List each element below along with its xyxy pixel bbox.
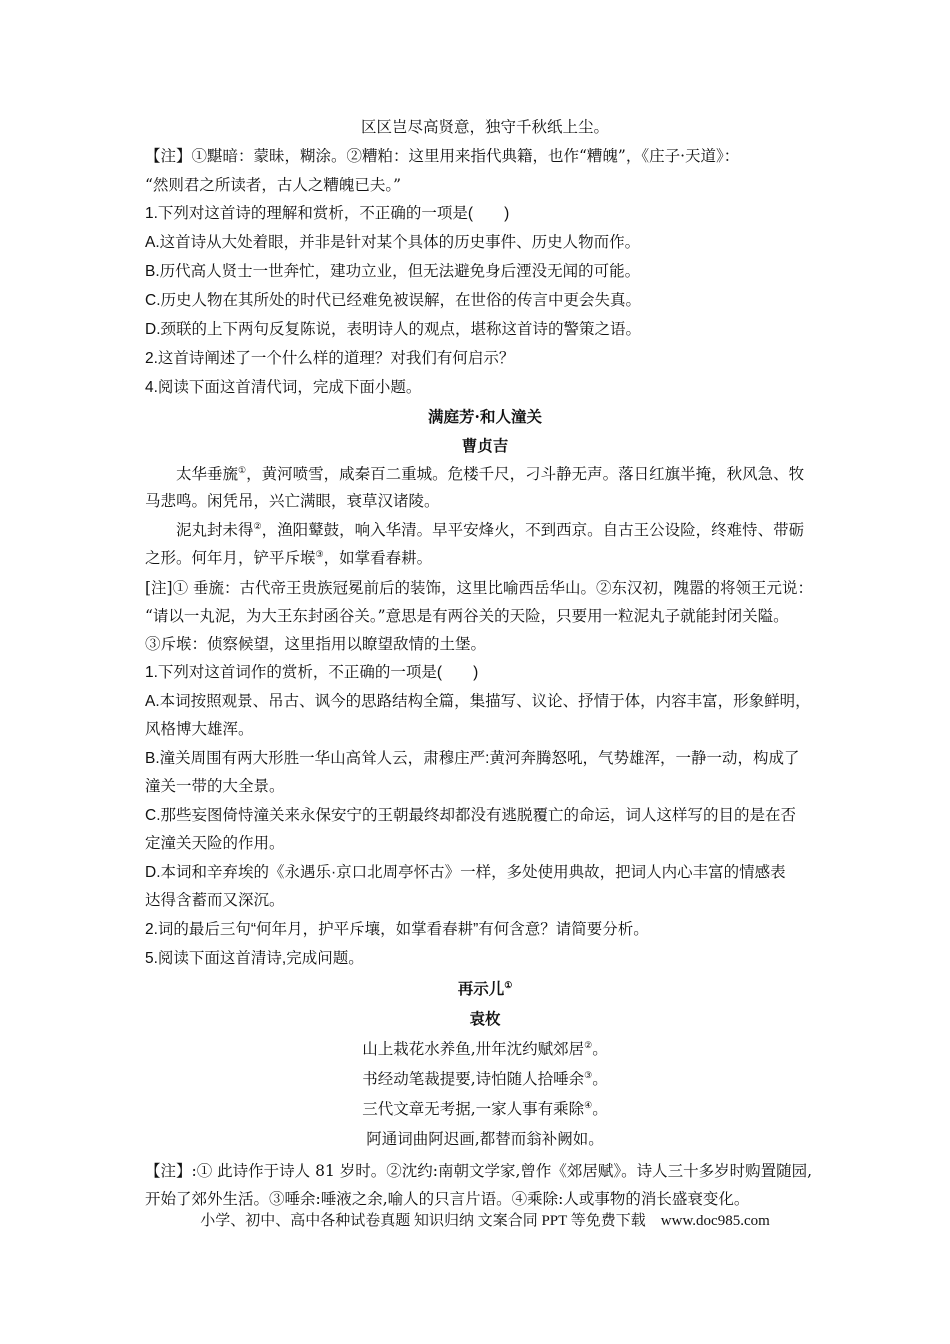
poem-line: 区区岂尽高贤意，独守千秋纸上尘。 bbox=[360, 118, 609, 136]
option-c: C.那些妄图倚恃潼关来永保安宁的王朝最终却都没有逃脱覆亡的命运，词人这样写的目的是在否 bbox=[145, 807, 797, 824]
option-b-cont: 潼关一带的大全景。 bbox=[145, 778, 285, 795]
footnote-marker: ② bbox=[584, 1041, 593, 1051]
note-line: ③斥堠：侦察候望，这里指用以瞭望敌情的土堡。 bbox=[145, 635, 487, 653]
poem-title: 满庭芳·和人潼关 bbox=[428, 407, 542, 426]
poem-line: 阿通词曲阿迟画,都替而翁补阙如。 bbox=[366, 1130, 604, 1148]
footnote-marker: ① bbox=[238, 466, 247, 476]
note-line: [注]① 垂旒：古代帝王贵族冠冕前后的装饰，这里比喻西岳华山。②东汉初，隗嚣的将领王元说： bbox=[145, 579, 814, 597]
question-1: 1.下列对这首诗的理解和赏析，不正确的一项是( ) bbox=[145, 205, 510, 222]
footnote-marker: ③ bbox=[315, 550, 324, 560]
poem-author: 曹贞吉 bbox=[461, 436, 509, 455]
question-1: 1.下列对这首词作的赏析，不正确的一项是( ) bbox=[145, 664, 479, 681]
footnote-marker: ③ bbox=[584, 1071, 593, 1081]
option-a: A.这首诗从大处着眼，并非是针对某个具体的历史事件、历史人物而作。 bbox=[145, 234, 641, 251]
poem-line: 三代文章无考据,一家人事有乘除④。 bbox=[362, 1100, 608, 1118]
option-d: D.本词和辛弃埃的《永遇乐·京口北周亭怀古》一样，多处使用典故，把词人内心丰富的情感表 bbox=[145, 864, 786, 881]
note-line: 【注】:① 此诗作于诗人 81 岁时。②沈约:南朝文学家,曾作《郊居赋》。诗人三十多岁时购置随园, bbox=[145, 1162, 813, 1180]
note-line: “请以一丸泥，为大王东封函谷关。”意思是有两谷关的天险，只要用一粒泥丸子就能封闭关隘。 bbox=[145, 607, 789, 625]
option-b: B.潼关周围有两大形胜一华山高耸人云，肃穆庄严:黄河奔腾怒吼，气势雄浑，一静一动，构成了 bbox=[145, 750, 800, 767]
note-line: 【注】①黮暗：蒙昧，糊涂。②糟粕：这里用来指代典籍，也作“糟魄”，《庄子·天道》： bbox=[145, 147, 740, 165]
poem-line: 山上栽花水养鱼,卅年沈约赋郊居②。 bbox=[362, 1040, 608, 1058]
poem-paragraph-line: 太华垂旒①，黄河喷雪，咸秦百二重城。危楼千尺，刁斗静无声。落日红旗半掩，秋风急、牧 bbox=[176, 465, 805, 483]
option-a: A.本词按照观景、吊古、讽今的思路结构全篇，集描写、议论、抒情于体，内容丰富，形象鲜明， bbox=[145, 693, 811, 710]
section-intro: 4.阅读下面这首清代词，完成下面小题。 bbox=[145, 379, 422, 396]
option-d-cont: 达得含蓄而又深沉。 bbox=[145, 892, 285, 909]
option-d: D.颈联的上下两句反复陈说，表明诗人的观点，堪称这首诗的警策之语。 bbox=[145, 321, 642, 338]
footnote-marker: ① bbox=[504, 981, 513, 991]
footnote-marker: ② bbox=[253, 522, 262, 532]
page-footer: 小学、初中、高中各种试卷真题 知识归纳 文案合同 PPT 等免费下载 www.doc985.com bbox=[200, 1213, 770, 1229]
poem-line: 书经动笔裁提要,诗怕随人拾唾余③。 bbox=[362, 1070, 608, 1088]
section-intro: 5.阅读下面这首清诗,完成问题。 bbox=[145, 950, 364, 967]
note-line: “然则君之所读者，古人之糟魄已夫。” bbox=[145, 176, 402, 194]
poem-paragraph-line: 泥丸封未得②，渔阳鼙鼓，响入华清。早平安烽火，不到西京。自古王公设险，终难恃、带砺 bbox=[176, 521, 805, 539]
poem-author: 袁枚 bbox=[469, 1009, 501, 1028]
poem-paragraph-line: 之形。何年月，铲平斥堠③，如掌看春耕。 bbox=[145, 549, 433, 567]
option-b: B.历代高人贤士一世奔忙，建功立业，但无法避免身后湮没无闻的可能。 bbox=[145, 263, 641, 280]
poem-paragraph-line: 马悲鸣。闲凭吊，兴亡满眼，衰草汉诸陵。 bbox=[145, 492, 440, 510]
footnote-marker: ④ bbox=[584, 1101, 593, 1111]
option-c: C.历史人物在其所处的时代已经难免被误解，在世俗的传言中更会失真。 bbox=[145, 292, 642, 309]
note-line: 开始了郊外生活。③唾余:唾液之余,喻人的只言片语。④乘除:人或事物的消长盛衰变化。 bbox=[145, 1190, 750, 1208]
poem-title: 再示儿① bbox=[457, 979, 513, 998]
question-2: 2.这首诗阐述了一个什么样的道理？对我们有何启示？ bbox=[145, 350, 515, 367]
question-2: 2.词的最后三句“何年月，护平斥壤，如掌看春耕”有何含意？请简要分析。 bbox=[145, 921, 649, 938]
option-c-cont: 定潼关天险的作用。 bbox=[145, 835, 285, 852]
option-a-cont: 风格博大雄浑。 bbox=[145, 721, 254, 738]
